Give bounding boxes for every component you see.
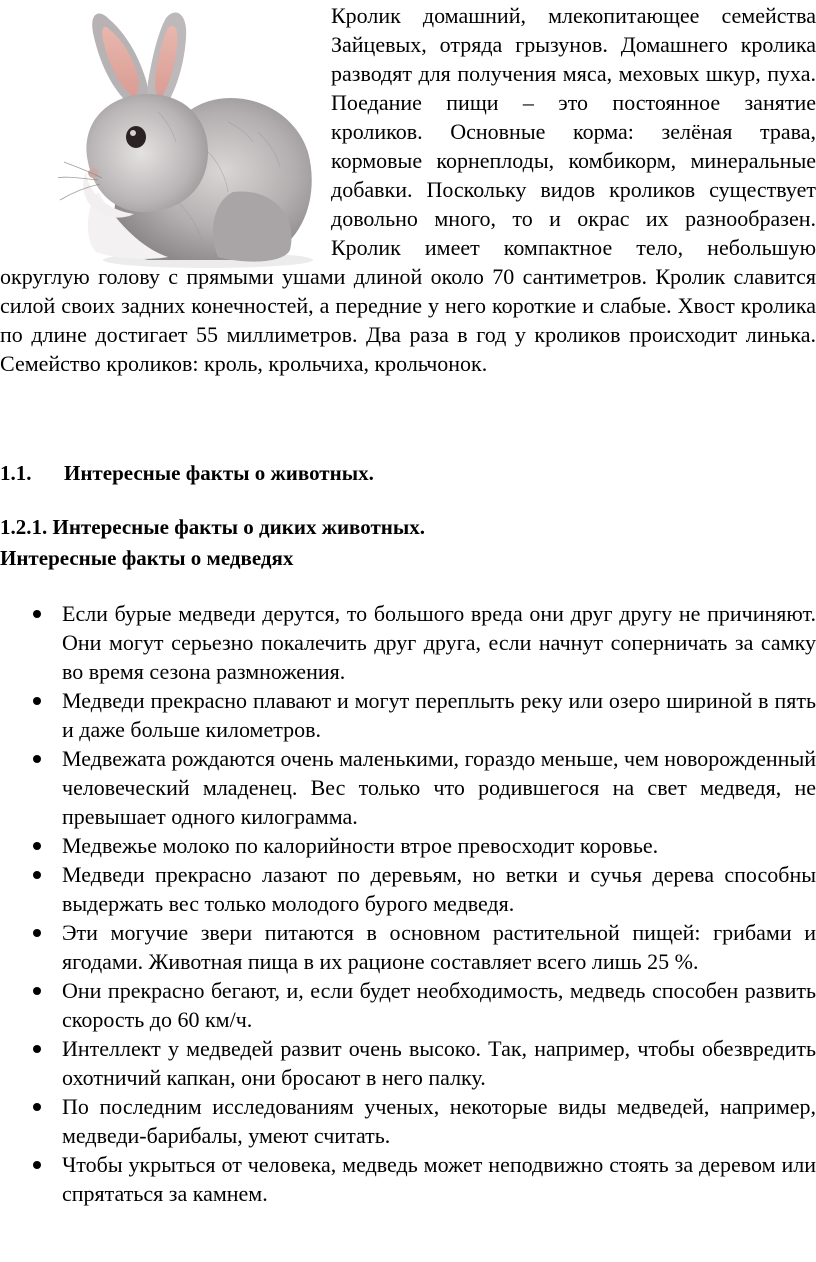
list-item-text: Медвежье молоко по калорийности втрое превосходит коровье. — [62, 833, 659, 858]
list-item — [0, 599, 816, 686]
list-item-text: Они прекрасно бегают, и, если будет необходимость, медведь способен развить скорость до 60 км/ч. — [62, 978, 816, 1032]
subsection-heading: 1.2.1. Интересные факты о диких животных. — [0, 515, 426, 539]
list-item-text: Медведи прекрасно плавают и могут переплыть реку или озеро шириной в пять и даже больше километров. — [62, 688, 816, 742]
list-item-text: По последним исследованиям ученых, некоторые виды медведей, например, медведи-барибалы, умеют считать. — [62, 1094, 816, 1148]
bullet-icon — [33, 610, 41, 618]
bullet-icon — [33, 1103, 41, 1111]
bullet-icon — [33, 871, 41, 879]
bullet-icon — [33, 1161, 41, 1169]
bullet-icon — [33, 697, 41, 705]
section-heading — [0, 461, 374, 486]
list-item-text: Если бурые медведи дерутся, то большого вреда они друг другу не причиняют. Они могут серьезно покалечить друг друга, если начнут соперничать за самку во время сезона размножения. — [62, 601, 816, 684]
section-title: Интересные факты о животных. — [64, 461, 374, 485]
intro-paragraph — [0, 0, 816, 378]
bullet-icon — [33, 755, 41, 763]
list-item — [0, 831, 816, 860]
bullet-icon — [33, 842, 41, 850]
list-item-text: Интеллект у медведей развит очень высоко. Так, например, чтобы обезвредить охотничий капкан, они бросают в него палку. — [62, 1036, 816, 1090]
list-item — [0, 1092, 816, 1150]
section-number: 1.1. — [0, 461, 32, 485]
list-item — [0, 918, 816, 976]
list-item — [0, 744, 816, 831]
bullet-icon — [33, 929, 41, 937]
bullet-icon — [33, 1045, 41, 1053]
list-item — [0, 1034, 816, 1092]
list-item — [0, 860, 816, 918]
bullet-icon — [33, 987, 41, 995]
intro-text: Кролик домашний, млекопитающее семейства Зайцевых, отряда грызунов. Домашнего кролика разводят для получения мяса, меховых шкур, пуха. Поедание пищи – это постоянное занятие кроликов. Основные корма: зелёная трава, кормовые корнеплоды, комбикорм, минеральные добавки. Поскольку видов кроликов существует довольно много, то и окрас их разнообразен. Кролик имеет компактное тело, небольшую округлую голову с прямыми ушами длиной около 70 сантиметров. Кролик славится силой своих задних конечностей, а передние у него короткие и слабые. Хвост кролика по длине достигает 55 миллиметров. Два раза в год у кроликов происходит линька. Семейство кроликов: кроль, крольчиха, крольчонок. — [0, 3, 816, 376]
list-item-text: Медвежата рождаются очень маленькими, гораздо меньше, чем новорожденный человеческий младенец. Вес только что родившегося на свет медведя, не превышает одного килограмма. — [62, 746, 816, 829]
list-item — [0, 976, 816, 1034]
list-item-text: Чтобы укрыться от человека, медведь может неподвижно стоять за деревом или спрятаться за камнем. — [62, 1152, 816, 1206]
image-wrap-space — [0, 1, 331, 261]
topic-heading: Интересные факты о медведях — [0, 546, 294, 570]
list-item — [0, 1150, 816, 1208]
facts-list — [0, 599, 816, 1208]
list-item — [0, 686, 816, 744]
list-item-text: Медведи прекрасно лазают по деревьям, но ветки и сучья дерева способны выдержать вес только молодого бурого медведя. — [62, 862, 816, 916]
list-item-text: Эти могучие звери питаются в основном растительной пищей: грибами и ягодами. Животная пища в их рационе составляет всего лишь 25 %. — [62, 920, 816, 974]
